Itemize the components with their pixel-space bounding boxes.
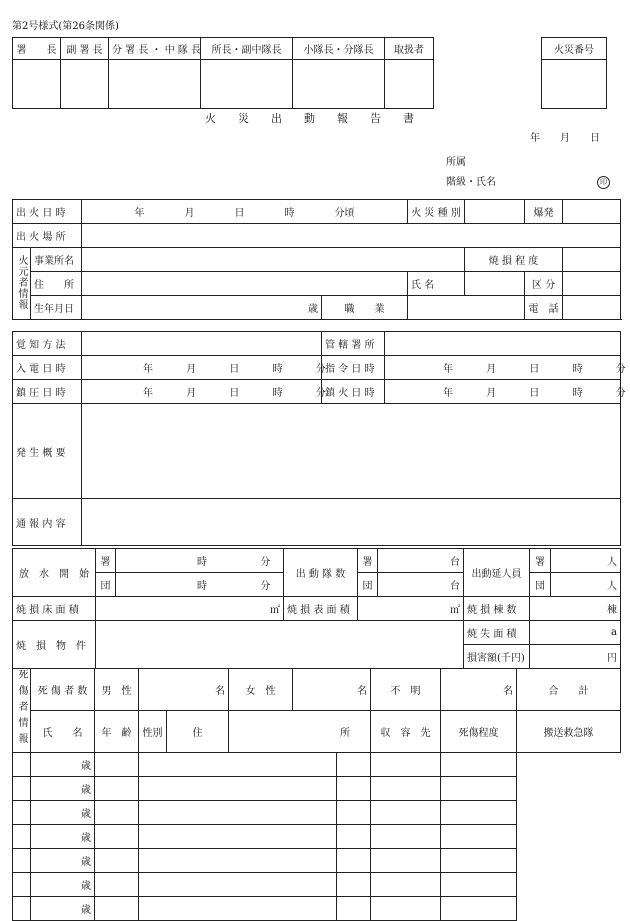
casualty-address-cell[interactable] [139, 777, 337, 801]
count-label: 死 傷 者 数 [31, 669, 95, 711]
casualty-sex-cell[interactable] [95, 825, 139, 849]
col-name: 氏 名 [31, 711, 95, 753]
name-label: 氏 名 [411, 280, 435, 291]
explosion-value[interactable] [563, 200, 621, 224]
items-label: 焼 損 物 件 [13, 621, 96, 669]
count-unit: 名 [503, 686, 513, 697]
overview-value[interactable] [82, 404, 621, 499]
water-start-station-time[interactable] [116, 549, 284, 573]
fire-number-label: 火災番号 [542, 38, 607, 60]
burn-degree-label: 焼 損 程 度 [465, 248, 563, 272]
casualty-name-cell[interactable] [13, 897, 31, 921]
casualty-severity-cell[interactable] [371, 897, 441, 921]
vehicle-unit: 台 [450, 557, 460, 568]
dt-hour: 時 [272, 363, 283, 375]
dt-day: 日 [529, 388, 540, 399]
dt-year: 年 [443, 388, 453, 399]
col-address-1: 住 [167, 711, 229, 753]
casualty-table [12, 668, 621, 921]
approval-header: 副 署 長 [61, 38, 109, 60]
casualty-age-cell[interactable] [31, 849, 95, 873]
buildings-label: 焼 損 棟 数 [464, 597, 530, 621]
casualty-sex-cell[interactable] [95, 897, 139, 921]
suppression-label: 鎮 圧 日 時 [13, 380, 82, 404]
fire-place-label: 出 火 場 所 [13, 224, 82, 248]
fire-place-value[interactable] [82, 224, 621, 248]
casualty-name-cell[interactable] [13, 753, 31, 777]
age-unit: 歳 [81, 881, 91, 892]
col-age: 年 齢 [95, 711, 139, 753]
col-ambulance: 搬送救急隊 [517, 711, 621, 753]
building-unit: 棟 [607, 605, 617, 616]
ward-value[interactable] [563, 272, 621, 296]
age-unit: 歳 [81, 833, 91, 844]
approval-header: 分 署 長 ・ 中 隊 長 [109, 38, 201, 60]
col-sex: 性別 [139, 711, 167, 753]
casualty-severity-cell[interactable] [371, 873, 441, 897]
dt-hour: 時 [572, 364, 583, 375]
dt-minute: 分 [315, 388, 326, 399]
casualty-hospital-cell[interactable] [337, 873, 371, 897]
female-count[interactable] [293, 669, 371, 711]
casualty-ambulance-cell[interactable] [441, 897, 517, 921]
vehicle-unit: 台 [450, 581, 460, 592]
count-unit: 名 [215, 686, 225, 697]
buildings-value[interactable] [530, 597, 621, 621]
suppression-datetime[interactable] [82, 380, 326, 404]
extinguish-label: 鎮 火 日 時 [322, 380, 385, 404]
approval-stamp-cell[interactable] [201, 60, 293, 109]
damage-label: 損害額(千円) [464, 645, 530, 669]
burn-degree-value[interactable] [563, 248, 621, 272]
casualty-sex-cell[interactable] [95, 849, 139, 873]
casualty-age-cell[interactable] [31, 777, 95, 801]
corps-label: 団 [530, 573, 551, 597]
unknown-label: 不 明 [371, 669, 441, 711]
personnel-corps-count[interactable] [551, 573, 621, 597]
origin-name-cell[interactable] [408, 272, 465, 296]
call-in-datetime[interactable] [82, 356, 326, 380]
firefighting-table [12, 548, 621, 669]
command-label: 指 令 日 時 [322, 356, 385, 380]
damage-value[interactable] [530, 645, 621, 669]
total-label: 合 計 [517, 669, 621, 711]
report-label: 通 報 内 容 [13, 499, 82, 546]
ward-label: 区 分 [525, 272, 563, 296]
rank-name-label: 階級・氏名 [446, 177, 496, 188]
approval-stamp-cell[interactable] [109, 60, 201, 109]
jurisdiction-label: 管 轄 署 所 [322, 332, 385, 356]
address-label: 住 所 [31, 272, 82, 296]
dt-year: 年 [443, 364, 453, 375]
water-start-corps-time[interactable] [116, 573, 284, 597]
approval-table [12, 37, 434, 109]
casualty-ambulance-cell[interactable] [441, 873, 517, 897]
origin-info-label: 火元者情報 [13, 248, 31, 320]
col-severity: 死傷程度 [441, 711, 517, 753]
casualty-age-cell[interactable] [31, 873, 95, 897]
dt-year: 年 [143, 388, 153, 399]
col-address-2: 所 [229, 711, 371, 753]
dispatch-corps-count[interactable] [378, 573, 464, 597]
corps-label: 団 [96, 573, 116, 597]
call-in-label: 入 電 日 時 [13, 356, 82, 380]
age-cell[interactable] [82, 296, 322, 320]
fire-type-label: 火 災 種 別 [408, 200, 465, 224]
surface-area-label: 焼 損 表 面 積 [284, 597, 358, 621]
approval-header: 署 長 [13, 38, 61, 60]
dt-hour: 時 [272, 388, 283, 399]
dt-minute: 分 [615, 364, 626, 375]
approval-stamp-cell[interactable] [61, 60, 109, 109]
water-start-label: 放 水 開 始 [13, 549, 96, 597]
age-unit: 歳 [81, 785, 91, 796]
age-unit: 歳 [308, 304, 319, 315]
fire-datetime-value[interactable]: 年 月 日 時 分頃 [82, 200, 408, 224]
sqm-unit: ㎡ [270, 605, 280, 616]
casualty-hospital-cell[interactable] [337, 777, 371, 801]
personnel-label: 出動延人員 [464, 549, 530, 597]
casualty-address-cell[interactable] [139, 873, 337, 897]
hour-unit: 時 [197, 557, 207, 568]
approval-header: 小隊長・分隊長 [293, 38, 385, 60]
casualty-ambulance-cell[interactable] [441, 777, 517, 801]
business-name-value[interactable] [82, 248, 465, 272]
dt-month: 月 [186, 388, 197, 399]
casualty-address-cell[interactable] [139, 897, 337, 921]
casualty-severity-cell[interactable] [371, 825, 441, 849]
birthdate-label: 生年月日 [31, 296, 82, 320]
casualty-severity-cell[interactable] [371, 753, 441, 777]
dt-month: 月 [486, 364, 497, 375]
casualty-ambulance-cell[interactable] [441, 801, 517, 825]
casualty-section-label: 死傷者情報 [13, 669, 31, 753]
casualty-ambulance-cell[interactable] [441, 753, 517, 777]
casualty-address-cell[interactable] [139, 825, 337, 849]
phone-value[interactable] [563, 296, 621, 320]
casualty-hospital-cell[interactable] [337, 825, 371, 849]
dispatch-units-label: 出 動 隊 数 [284, 549, 358, 597]
fire-type-value[interactable] [465, 200, 525, 224]
approval-stamp-cell[interactable] [385, 60, 434, 109]
jurisdiction-value[interactable] [385, 332, 621, 356]
casualty-ambulance-cell[interactable] [441, 849, 517, 873]
dt-minute: 分 [315, 363, 326, 375]
station-label: 署 [96, 549, 116, 573]
floor-area-label: 焼 損 床 面 積 [13, 597, 96, 621]
items-value[interactable] [96, 621, 464, 669]
fire-number-cell[interactable] [542, 60, 607, 109]
casualty-sex-cell[interactable] [95, 753, 139, 777]
casualty-hospital-cell[interactable] [337, 897, 371, 921]
person-unit: 人 [607, 557, 617, 568]
approval-stamp-cell[interactable] [13, 60, 61, 109]
detection-value[interactable] [82, 332, 322, 356]
casualty-severity-cell[interactable] [371, 801, 441, 825]
minute-unit: 分 [260, 557, 271, 568]
age-unit: 歳 [81, 905, 91, 916]
casualty-hospital-cell[interactable] [337, 801, 371, 825]
dt-day: 日 [529, 364, 540, 375]
casualty-sex-cell[interactable] [95, 873, 139, 897]
personnel-station-count[interactable] [551, 549, 621, 573]
address-value[interactable] [82, 272, 408, 296]
casualty-address-cell[interactable] [139, 849, 337, 873]
casualty-severity-cell[interactable] [371, 849, 441, 873]
detection-table [12, 331, 626, 546]
form-number: 第2号様式(第26条関係) [12, 21, 119, 32]
yen-unit: 円 [607, 653, 617, 664]
are-unit: a [611, 627, 617, 638]
dt-hour: 時 [572, 388, 583, 399]
casualty-name-cell[interactable] [13, 873, 31, 897]
occupation-value[interactable] [408, 296, 525, 320]
overview-label: 発 生 概 要 [13, 404, 82, 499]
occupation-label: 職 業 [322, 296, 408, 320]
approval-stamp-cell[interactable] [293, 60, 385, 109]
casualty-name-cell[interactable] [13, 825, 31, 849]
casualty-age-cell[interactable] [31, 825, 95, 849]
dt-month: 月 [186, 363, 197, 375]
station-label: 署 [530, 549, 551, 573]
dt-day: 日 [229, 388, 240, 399]
casualty-sex-cell[interactable] [95, 801, 139, 825]
casualty-name-cell[interactable] [13, 801, 31, 825]
casualty-age-cell[interactable] [31, 753, 95, 777]
surface-area-value[interactable] [358, 597, 464, 621]
dispatch-station-count[interactable] [378, 549, 464, 573]
approval-header: 所長・副中隊長 [201, 38, 293, 60]
extinguish-datetime[interactable] [385, 380, 626, 404]
male-count[interactable] [139, 669, 229, 711]
casualty-name-cell[interactable] [13, 777, 31, 801]
female-label: 女 性 [229, 669, 293, 711]
corps-label: 団 [358, 573, 378, 597]
origin-name-value[interactable] [465, 272, 525, 296]
business-name-label: 事業所名 [31, 248, 82, 272]
person-unit: 人 [607, 581, 617, 592]
phone-label: 電 話 [525, 296, 563, 320]
affiliation-label: 所属 [446, 157, 466, 168]
casualty-ambulance-cell[interactable] [441, 825, 517, 849]
report-value[interactable] [82, 499, 621, 546]
dt-day: 日 [229, 363, 240, 375]
approval-header: 取扱者 [385, 38, 434, 60]
command-datetime[interactable] [385, 356, 626, 380]
casualty-name-cell[interactable] [13, 849, 31, 873]
fire-datetime-label: 出 火 日 時 [13, 200, 82, 224]
dt-year: 年 [143, 363, 153, 375]
station-label: 署 [358, 549, 378, 573]
sqm-unit: ㎡ [450, 605, 460, 616]
hour-unit: 時 [197, 581, 207, 592]
dt-minute: 分 [615, 388, 626, 399]
explosion-label: 爆発 [525, 200, 563, 224]
casualty-address-cell[interactable] [139, 753, 337, 777]
lost-area-value[interactable] [530, 621, 621, 645]
report-date: 年 月 日 [530, 133, 600, 144]
male-label: 男 性 [95, 669, 139, 711]
casualty-severity-cell[interactable] [371, 777, 441, 801]
casualty-hospital-cell[interactable] [337, 849, 371, 873]
dt-month: 月 [486, 388, 497, 399]
fire-number-table [541, 37, 607, 109]
casualty-address-cell[interactable] [139, 801, 337, 825]
casualty-age-cell[interactable] [31, 897, 95, 921]
seal-icon: 印 [597, 176, 610, 189]
casualty-age-cell[interactable] [31, 801, 95, 825]
col-hospital: 収 容 先 [371, 711, 441, 753]
document-title: 火 災 出 動 報 告 書 [205, 112, 414, 125]
fire-origin-table [12, 199, 621, 320]
floor-area-value[interactable] [96, 597, 284, 621]
casualty-sex-cell[interactable] [95, 777, 139, 801]
age-unit: 歳 [81, 857, 91, 868]
age-unit: 歳 [81, 761, 91, 772]
lost-area-label: 焼 失 面 積 [464, 621, 530, 645]
casualty-hospital-cell[interactable] [337, 753, 371, 777]
detection-label: 覚 知 方 法 [13, 332, 82, 356]
unknown-count[interactable] [441, 669, 517, 711]
count-unit: 名 [357, 686, 367, 697]
minute-unit: 分 [260, 581, 271, 592]
age-unit: 歳 [81, 809, 91, 820]
